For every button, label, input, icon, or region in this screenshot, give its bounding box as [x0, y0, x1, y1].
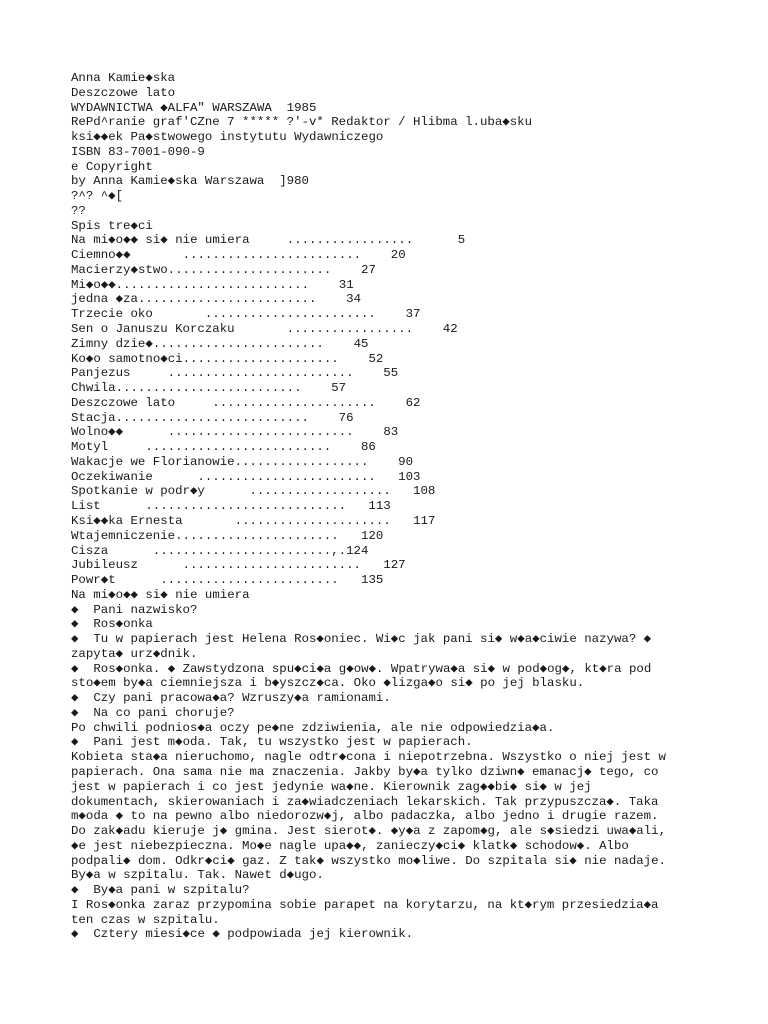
chapter-heading: Na mi◆o◆◆ si◆ nie umiera	[71, 587, 250, 602]
copyright: e Copyright	[71, 159, 153, 174]
toc-entry: Spotkanie w podr◆y ................... 108	[71, 484, 436, 499]
document-page	[71, 71, 761, 942]
toc-entry: Mi◆o◆◆.......................... 31	[71, 277, 354, 292]
editor-credit: RePd^ranie graf'CZne 7 ***** ?'-v* Redaktor / Hlibma l.uba◆sku	[71, 115, 533, 130]
body-line: ◆ Tu w papierach jest Helena Ros◆oniec. Wi◆c jak pani si◆ w◆a◆ciwie nazywa? ◆	[71, 632, 652, 647]
toc-entry: Trzecie oko ....................... 37	[71, 307, 421, 322]
toc-entry: Jubileusz ........................ 127	[71, 558, 406, 573]
toc-entry: Deszczowe lato ...................... 62	[71, 395, 421, 410]
body-line: jest w papierach i co jest jedynie wa◆ne. Kierownik zag◆◆bi◆ si◆ w jej	[71, 779, 592, 794]
toc-entry: Cisza ........................,.124	[71, 543, 369, 558]
body-line: ◆e jest niebezpieczna. Mo◆e nagle upa◆◆, zanieczy◆ci◆ klatk◆ schodow◆. Albo	[71, 838, 629, 853]
body-line: ◆ Cztery miesi◆ce ◆ podpowiada jej kierownik.	[71, 927, 414, 942]
toc-entry: Stacja.......................... 76	[71, 410, 354, 425]
body-line: dokumentach, skierowaniach i za◆wiadczeniach lekarskich. Tak przypuszcza◆. Taka	[71, 794, 659, 809]
toc-entry: Chwila......................... 57	[71, 381, 347, 396]
toc-entry: Ciemno◆◆ ........................ 20	[71, 248, 406, 263]
copyright-holder: by Anna Kamie◆ska Warszawa ]980	[71, 174, 309, 189]
printer-credit: ksi◆◆ek Pa◆stwowego instytutu Wydawniczego	[71, 130, 384, 145]
body-line: ◆ By◆a pani w szpitalu?	[71, 883, 250, 898]
body-line: I Ros◆onka zaraz przypomina sobie parapet na korytarzu, na kt◆rym przesiedzia◆a	[71, 897, 659, 912]
toc-entry: List ........................... 113	[71, 499, 391, 514]
body-line: sto◆em by◆a ciemniejsza i b◆yszcz◆ca. Oko ◆lizga◆o si◆ po jej blasku.	[71, 676, 585, 691]
publisher: WYDAWNICTWA ◆ALFA" WARSZAWA 1985	[71, 100, 317, 115]
toc-heading: Spis tre◆ci	[71, 218, 153, 233]
body-line: ◆ Pani nazwisko?	[71, 602, 198, 617]
ocr-garbage-line: ??	[71, 203, 86, 218]
toc-entry: Ksi◆◆ka Ernesta ..................... 117	[71, 513, 436, 528]
toc-entry: Motyl ......................... 86	[71, 440, 376, 455]
toc-entry: Oczekiwanie ........................ 103	[71, 469, 421, 484]
toc-entry: Panjezus ......................... 55	[71, 366, 399, 381]
toc-entry: jedna ◆za........................ 34	[71, 292, 362, 307]
toc-entry: Wolno◆◆ ......................... 83	[71, 425, 399, 440]
body-line: Do zak◆adu kieruje j◆ gmina. Jest sierot◆. ◆y◆a z zapom◆g, ale s◆siedzi uwa◆ali,	[71, 824, 667, 839]
body-line: ◆ Czy pani pracowa◆a? Wzruszy◆a ramionami.	[71, 691, 391, 706]
toc-entry: Wakacje we Florianowie.................. 90	[71, 454, 414, 469]
toc-entry: Sen o Januszu Korczaku ................. 42	[71, 322, 458, 337]
body-line: Kobieta sta◆a nieruchomo, nagle odtr◆cona i niepotrzebna. Wszystko o niej jest w	[71, 750, 666, 765]
body-line: ◆ Pani jest m◆oda. Tak, tu wszystko jest w papierach.	[71, 735, 473, 750]
body-line: By◆a w szpitalu. Tak. Nawet d◆ugo.	[71, 868, 324, 883]
body-line: podpali◆ dom. Odkr◆ci◆ gaz. Z tak◆ wszystko mo◆liwe. Do szpitala si◆ nie nadaje.	[71, 853, 666, 868]
toc-entry: Macierzy◆stwo...................... 27	[71, 262, 376, 277]
toc-entry: Ko◆o samotno◆ci..................... 52	[71, 351, 384, 366]
body-line: papierach. Ona sama nie ma znaczenia. Jakby by◆a tylko dziwn◆ emanacj◆ tego, co	[71, 764, 659, 779]
body-line: ◆ Ros◆onka. ◆ Zawstydzona spu◆ci◆a g◆ow◆. Wpatrywa◆a si◆ w pod◆og◆, kt◆ra pod	[71, 661, 652, 676]
ocr-garbage-line: ?^? ^◆[	[71, 189, 124, 204]
author-name: Anna Kamie◆ska	[71, 71, 176, 85]
toc-entry: Wtajemniczenie...................... 120	[71, 528, 384, 543]
toc-entry: Zimny dzie◆....................... 45	[71, 336, 369, 351]
isbn: ISBN 83-7001-090-9	[71, 144, 205, 159]
toc-entry: Na mi◆o◆◆ si◆ nie umiera ................. 5	[71, 233, 466, 248]
body-line: ◆ Ros◆onka	[71, 617, 153, 632]
body-line: zapyta◆ urz◆dnik.	[71, 646, 198, 661]
body-line: ◆ Na co pani choruje?	[71, 705, 235, 720]
toc-entry: Powr◆t ........................ 135	[71, 573, 384, 588]
book-title: Deszczowe lato	[71, 85, 176, 100]
body-line: Po chwili podnios◆a oczy pe◆ne zdziwienia, ale nie odpowiedzia◆a.	[71, 720, 555, 735]
body-line: m◆oda ◆ to na pewno albo niedorozw◆j, albo padaczka, albo jedno i drugie razem.	[71, 809, 659, 824]
body-line: ten czas w szpitalu.	[71, 912, 220, 927]
